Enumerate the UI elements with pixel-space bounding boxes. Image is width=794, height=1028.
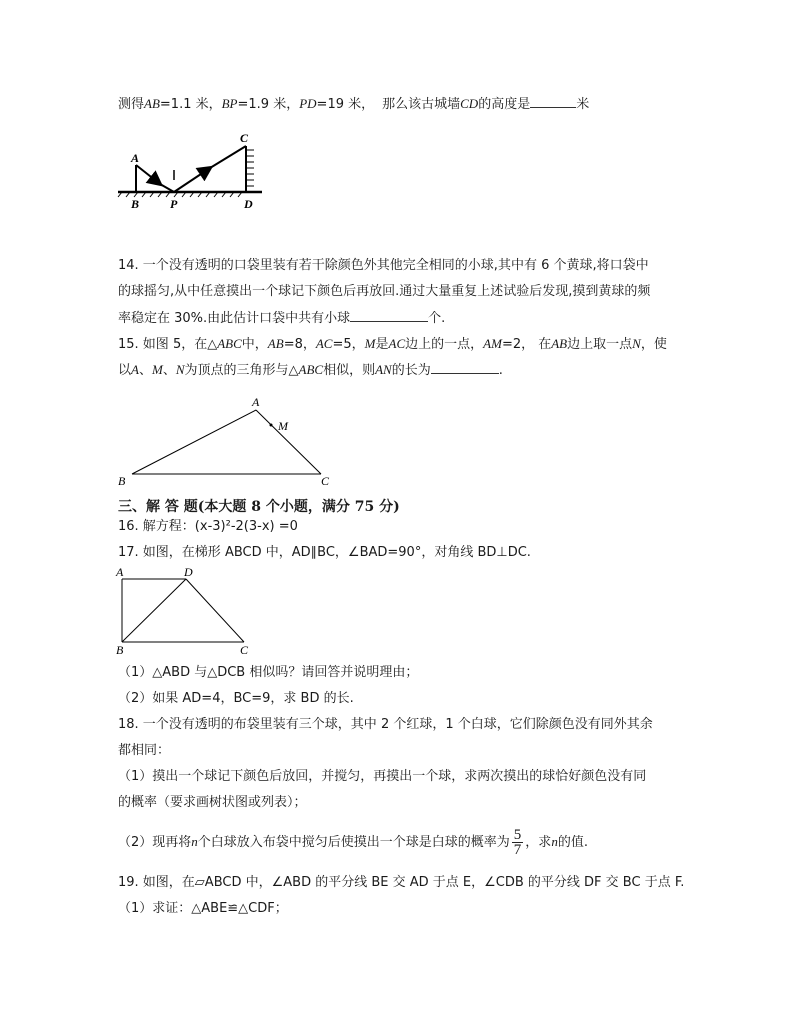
q18-var-n2: n (551, 834, 558, 849)
q17-sub1: （1）△ABD 与△DCB 相似吗？请回答并说明理由； (118, 665, 419, 680)
label-c: C (321, 474, 330, 488)
label-m: M (278, 419, 288, 433)
q15-v5: AC (388, 336, 406, 351)
q15-t7: =2， 在 (501, 337, 552, 352)
label-b: B (118, 474, 126, 488)
answer-blank[interactable] (530, 95, 576, 108)
q15-v8: N (632, 336, 641, 351)
label-d: D (244, 197, 253, 211)
q18-sub2-t2: 个白球放入布袋中搅匀后使摸出一个球是白球的概率为 (197, 835, 510, 850)
q15-v3: AC (315, 336, 333, 351)
q14-line1: 14. 一个没有透明的口袋里装有若干除颜色外其他完全相同的小球,其中有 6 个黄球,将口袋中 (118, 258, 649, 273)
q18-sub1-line2: 的概率（要求画树状图或列表）； (118, 795, 307, 810)
q15-sep2: 、 (162, 363, 176, 378)
q15-t12: 相似，则 (323, 363, 376, 378)
q18-var-n: n (191, 834, 198, 849)
q15-line2 (118, 361, 503, 380)
q18-sub2-t1: （2）现再将 (118, 835, 192, 850)
value-ab: =1.1 米， (159, 97, 222, 112)
trapezoid-figure (116, 565, 256, 657)
q18-sub2-t3: ，求 (525, 835, 552, 850)
q15-t5: 是 (375, 337, 389, 352)
q14-line3-suffix: 个. (428, 311, 446, 326)
section-title: 三、解 答 题(本大题 8 个小题，满分 75 分) (118, 499, 400, 515)
side-dc (186, 579, 244, 642)
var-pd: PD (299, 96, 317, 111)
q15-t14: . (498, 363, 503, 378)
q15-t6: 边上的一点， (405, 337, 484, 352)
fraction-five-sevenths (512, 828, 524, 857)
label-p: P (170, 197, 178, 211)
diagonal-bd (122, 579, 186, 642)
q15-line1 (118, 335, 667, 354)
text-prefix: 测得 (118, 97, 145, 112)
q15-t4: =5， (332, 337, 365, 352)
q15-t9: ，使 (640, 337, 667, 352)
q15-t3: =8， (283, 337, 316, 352)
triangle-figure (116, 396, 336, 486)
ray-a-p (136, 165, 160, 184)
q15-v11: N (175, 362, 185, 377)
label-a: A (131, 151, 140, 165)
q15-answer-blank[interactable] (431, 361, 499, 374)
q15-t10: 以 (118, 363, 132, 378)
q15-t13: 的长为 (391, 363, 431, 378)
label-c: C (240, 643, 249, 657)
q17-line: 17. 如图，在梯形 ABCD 中，AD∥BC，∠BAD=90°，对角线 BD⊥DC. (118, 545, 531, 560)
q18-line1: 18. 一个没有透明的布袋里装有三个球，其中 2 个红球，1 个白球，它们除颜色没有同外其余 (118, 717, 653, 732)
q15-t8: 边上取一点 (567, 337, 633, 352)
value-pd: =19 米， (316, 97, 375, 112)
question-text: 那么该古城墙 (382, 97, 461, 112)
var-cd: CD (460, 96, 479, 111)
q15-v9: A (131, 362, 139, 377)
q16-line: 16. 解方程：(x-3)²-2(3-x) =0 (118, 519, 298, 534)
q15-t2: 中， (241, 337, 268, 352)
q18-sub2-t4: 的值. (557, 835, 588, 850)
measurement-line (118, 95, 589, 114)
q15-sep1: 、 (138, 363, 152, 378)
q15-v6: AM (483, 336, 502, 351)
q14-line3-text: 率稳定在 30%.由此估计口袋中共有小球 (118, 311, 351, 326)
ray-p-c (174, 168, 210, 192)
point-m (270, 424, 273, 427)
q15-v10: M (151, 362, 163, 377)
q15-v4: M (364, 336, 376, 351)
q15-v7: AB (551, 336, 568, 351)
q14-line3 (118, 309, 445, 328)
q17-sub2: （2）如果 AD=4，BC=9，求 BD 的长. (118, 691, 354, 706)
label-b: B (131, 197, 140, 211)
q15-v2: AB (267, 336, 284, 351)
q19-sub1: （1）求证：△ABE≌△CDF； (118, 901, 288, 916)
wall-hatch (247, 150, 254, 186)
q15-t11: 为顶点的三角形与△ (184, 363, 299, 378)
label-a: A (116, 565, 124, 579)
q19-line1: 19. 如图，在▱ABCD 中，∠ABD 的平分线 BE 交 AD 于点 E，∠CDB 的平分线 DF 交 BC 于点 F. (118, 875, 685, 890)
label-d: D (184, 565, 193, 579)
value-bp: =1.9 米， (237, 97, 300, 112)
q15-t1: 15. 如图 5，在△ (118, 337, 218, 352)
label-c: C (240, 131, 249, 145)
var-bp: BP (221, 96, 238, 111)
side-ac (256, 410, 321, 474)
unit-text: 米 (576, 97, 590, 112)
mirror-figure (114, 130, 264, 210)
frac-numerator: 5 (513, 827, 522, 843)
q18-sub2 (118, 824, 588, 861)
label-a: A (252, 395, 260, 409)
frac-denominator: 7 (513, 842, 522, 858)
q18-sub1-line1: （1）摸出一个球记下颜色后放回，并搅匀，再摸出一个球，求两次摸出的球恰好颜色没有同 (118, 769, 647, 784)
ray-p-c-end (210, 146, 246, 168)
q14-answer-blank[interactable] (350, 309, 428, 322)
height-text: 的高度是 (478, 97, 531, 112)
q14-line2: 的球摇匀,从中任意摸出一个球记下颜色后再放回.通过大量重复上述试验后发现,摸到黄球的频 (118, 284, 651, 299)
label-b: B (116, 643, 124, 657)
q15-v12: ABC (298, 362, 324, 377)
q15-v1: ABC (217, 336, 242, 351)
q15-v13: AN (375, 362, 392, 377)
q18-line2: 都相同： (118, 743, 171, 758)
var-ab: AB (144, 96, 160, 111)
side-ab (132, 410, 256, 474)
